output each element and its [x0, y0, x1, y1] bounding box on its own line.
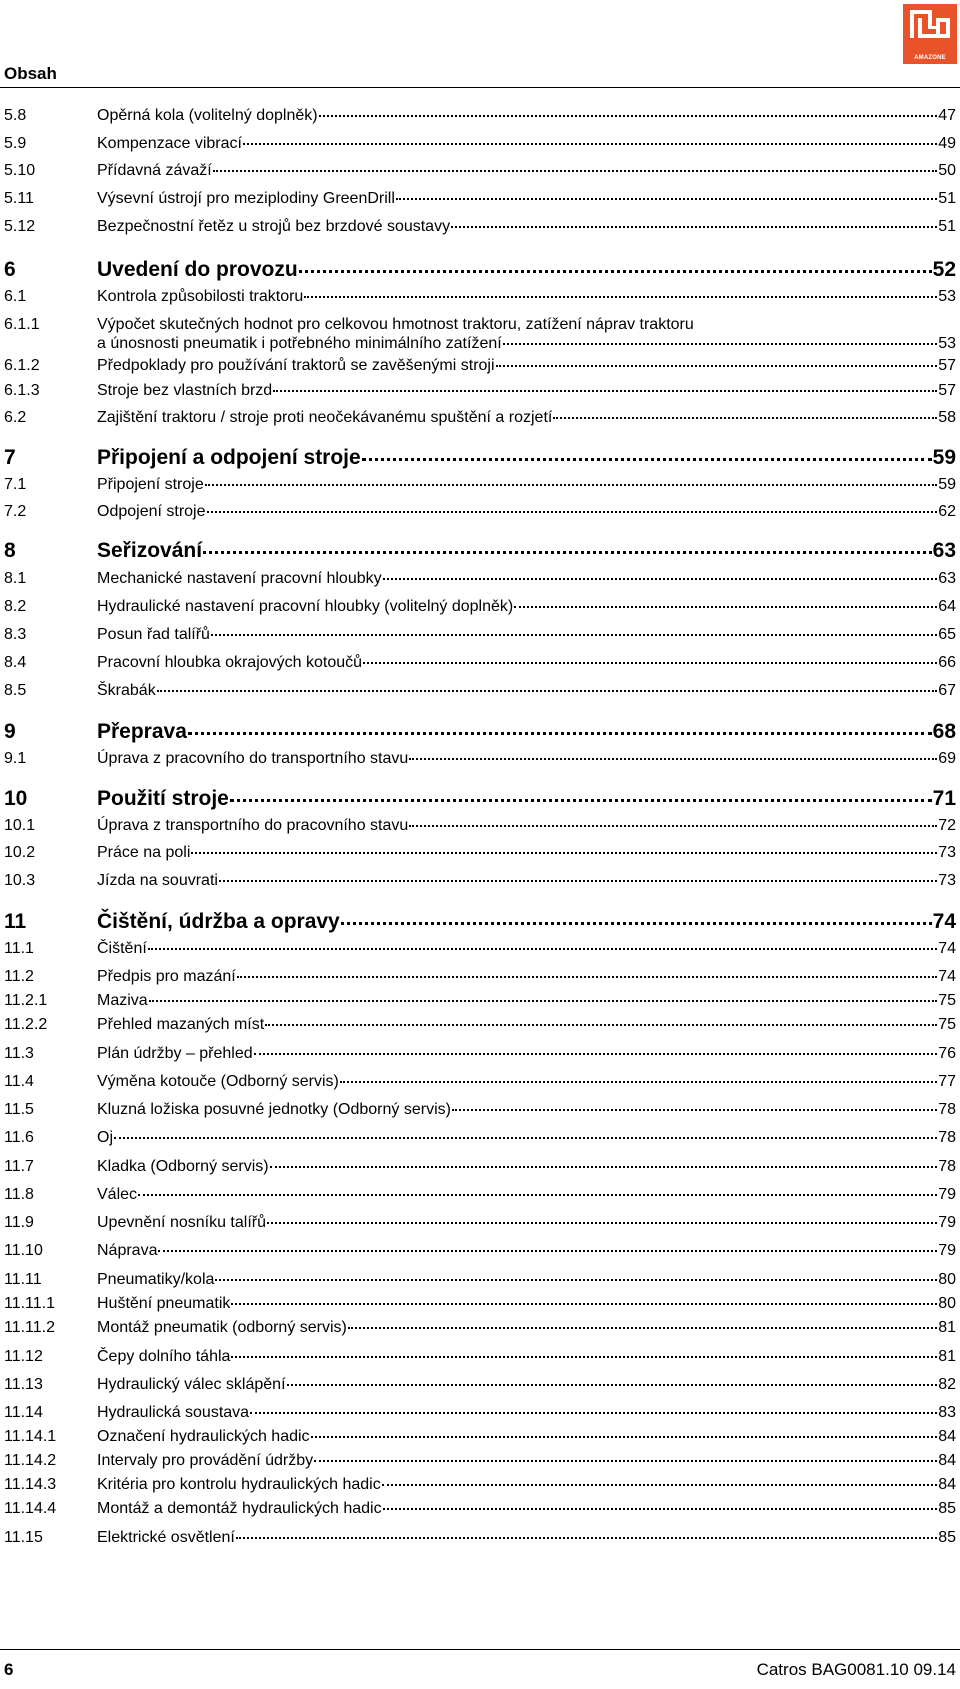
toc-entry[interactable] [4, 967, 956, 986]
toc-entry[interactable] [4, 1100, 956, 1119]
toc-entry-title: Montáž pneumatik (odborný servis) [97, 1319, 347, 1336]
toc-leader-dots [396, 198, 937, 200]
toc-leader-dots [213, 170, 937, 172]
toc-leader-dots [451, 226, 937, 228]
toc-entry-page: 63 [932, 539, 956, 562]
toc-leader-dots [270, 1166, 938, 1168]
toc-entry[interactable] [4, 991, 956, 1010]
toc-entry[interactable] [4, 287, 956, 306]
toc-entry-page: 79 [938, 1186, 956, 1203]
toc-entry-page: 52 [932, 258, 956, 281]
toc-entry-number: 6.1.1 [4, 316, 40, 333]
toc-leader-dots [311, 1436, 938, 1438]
toc-leader-dots [191, 852, 937, 854]
toc-entry[interactable] [4, 843, 956, 862]
toc-entry-number: 11.14.1 [4, 1428, 57, 1445]
toc-entry[interactable] [4, 1270, 956, 1289]
footer-page-number: 6 [4, 1660, 14, 1679]
toc-entry-title: Přehled mazaných míst [97, 1016, 265, 1033]
toc-entry-page: 66 [938, 654, 956, 671]
toc-chapter[interactable] [4, 258, 956, 282]
toc-entry[interactable] [4, 1241, 956, 1260]
toc-entry[interactable] [4, 106, 956, 125]
toc-entry-title-continued: a únosnosti pneumatik i potřebného minimálního zatížení [97, 335, 502, 352]
toc-entry-page: 58 [938, 409, 956, 426]
toc-entry-title: Předpis pro mazání [97, 968, 236, 985]
toc-leader-dots [267, 1222, 937, 1224]
toc-entry-title: Kluzná ložiska posuvné jednotky (Odborný servis) [97, 1101, 451, 1118]
logo-brand-text: AMAZONE [914, 55, 946, 61]
toc-entry-title: Bezpečnostní řetěz u strojů bez brzdové soustavy [97, 218, 451, 235]
toc-entry-number: 6.1 [4, 288, 27, 305]
toc-entry-title: Kompenzace vibrací [97, 135, 242, 152]
toc-entry-number: 11 [4, 910, 27, 933]
toc-entry[interactable] [4, 1185, 956, 1204]
toc-leader-dots [382, 1484, 938, 1486]
toc-entry-page: 84 [938, 1452, 956, 1469]
toc-leader-dots [205, 484, 937, 486]
toc-entry-title: Opěrná kola (volitelný doplněk) [97, 107, 318, 124]
toc-entry-number: 8.2 [4, 598, 27, 615]
toc-entry-number: 11.15 [4, 1529, 43, 1546]
toc-entry-title: Připojení stroje [97, 476, 204, 493]
toc-leader-dots [409, 758, 937, 760]
toc-leader-dots [503, 343, 938, 345]
toc-entry-page: 71 [932, 787, 956, 810]
toc-entry-number: 7 [4, 446, 16, 469]
toc-leader-dots [219, 880, 937, 882]
toc-entry-page: 62 [938, 503, 956, 520]
toc-leader-dots [299, 270, 932, 273]
toc-entry-title: Čištění [97, 940, 147, 957]
toc-leader-dots [514, 606, 937, 608]
toc-leader-dots [348, 1327, 937, 1329]
toc-entry-page: 63 [938, 570, 956, 587]
toc-entry-number: 11.2.2 [4, 1016, 48, 1033]
toc-entry-title: Pracovní hloubka okrajových kotoučů [97, 654, 363, 671]
toc-entry-page: 81 [938, 1319, 956, 1336]
toc-entry[interactable] [4, 1451, 956, 1470]
toc-entry-title: Huštění pneumatik [97, 1295, 231, 1312]
toc-entry-title: Seřizování [97, 539, 203, 562]
toc-leader-dots [363, 662, 937, 664]
toc-entry-page: 64 [938, 598, 956, 615]
toc-leader-dots [250, 1412, 937, 1414]
toc-entry-title: Čepy dolního táhla [97, 1348, 231, 1365]
toc-entry-number: 6.1.2 [4, 357, 40, 374]
toc-entry-page: 78 [938, 1101, 956, 1118]
toc-entry-title: Použití stroje [97, 787, 229, 810]
toc-entry-page: 73 [938, 844, 956, 861]
toc-entry-number: 10 [4, 787, 28, 810]
toc-entry-number: 10.1 [4, 817, 36, 834]
toc-entry-page: 57 [938, 357, 956, 374]
toc-entry-number: 10.3 [4, 872, 36, 889]
toc-leader-dots [207, 511, 938, 513]
toc-entry[interactable] [4, 189, 956, 208]
toc-entry-title: Výpočet skutečných hodnot pro celkovou hmotnost traktoru, zatížení náprav traktoru [97, 316, 694, 333]
toc-entry[interactable] [4, 939, 956, 958]
toc-entry-page: 82 [938, 1376, 956, 1393]
toc-leader-dots [243, 143, 937, 145]
toc-entry-page: 68 [932, 720, 956, 743]
toc-leader-dots [383, 578, 938, 580]
toc-entry-page: 59 [932, 446, 956, 469]
toc-entry-title: Úprava z transportního do pracovního stavu [97, 817, 409, 834]
toc-entry[interactable] [4, 749, 956, 768]
toc-entry[interactable] [4, 1213, 956, 1232]
toc-entry-title: Zajištění traktoru / stroje proti neočekávanému spuštění a rozjetí [97, 409, 553, 426]
toc-entry-page: 85 [938, 1529, 956, 1546]
toc-leader-dots [383, 1508, 938, 1510]
toc-leader-dots [231, 1356, 937, 1358]
footer-divider [0, 1649, 960, 1650]
toc-entry-number: 5.8 [4, 107, 27, 124]
toc-entry[interactable] [4, 1072, 956, 1091]
toc-entry-title: Náprava [97, 1242, 158, 1259]
toc-entry-number: 5.12 [4, 218, 36, 235]
toc-entry-title: Označení hydraulických hadic [97, 1428, 310, 1445]
toc-leader-dots [188, 732, 932, 735]
toc-entry-number: 5.11 [4, 190, 34, 207]
toc-leader-dots [114, 1137, 937, 1139]
toc-entry-number: 8 [4, 539, 16, 562]
toc-entry-title: Práce na poli [97, 844, 191, 861]
toc-entry[interactable] [4, 1499, 956, 1518]
toc-entry-page: 59 [938, 476, 956, 493]
toc-entry-page: 65 [938, 626, 956, 643]
toc-entry-number: 11.2 [4, 968, 34, 985]
toc-entry-number: 7.2 [4, 503, 27, 520]
toc-entry[interactable] [4, 475, 956, 494]
toc-entry-page: 73 [938, 872, 956, 889]
toc-entry-number: 11.14.4 [4, 1500, 57, 1517]
toc-entry-page: 50 [938, 162, 956, 179]
toc-entry-page: 79 [938, 1242, 956, 1259]
toc-entry-title: Kontrola způsobilosti traktoru [97, 288, 304, 305]
toc-entry-number: 10.2 [4, 844, 36, 861]
toc-leader-dots [138, 1194, 937, 1196]
toc-entry[interactable] [4, 1375, 956, 1394]
toc-entry-number: 5.10 [4, 162, 36, 179]
toc-entry-number: 9.1 [4, 750, 27, 767]
toc-entry-title: Hydraulický válec sklápění [97, 1376, 286, 1393]
toc-entry-number: 11.12 [4, 1348, 43, 1365]
toc-entry-number: 11.1 [4, 940, 34, 957]
toc-entry-number: 8.3 [4, 626, 27, 643]
toc-entry[interactable] [4, 408, 956, 427]
toc-entry-title: Kritéria pro kontrolu hydraulických hadic [97, 1476, 381, 1493]
toc-leader-dots [158, 1250, 937, 1252]
toc-entry-page: 75 [938, 1016, 956, 1033]
toc-entry-page: 51 [938, 218, 956, 235]
toc-entry[interactable] [4, 381, 956, 400]
toc-entry-number: 11.11.1 [4, 1295, 56, 1312]
toc-entry[interactable] [4, 1318, 956, 1337]
toc-entry[interactable] [4, 502, 956, 521]
toc-entry[interactable] [4, 653, 956, 672]
toc-entry-number: 11.14.2 [4, 1452, 57, 1469]
toc-leader-dots [319, 115, 938, 117]
toc-entry-page: 80 [938, 1271, 956, 1288]
toc-entry-page: 51 [938, 190, 956, 207]
footer-document-id: Catros BAG0081.10 09.14 [756, 1660, 956, 1679]
toc-entry[interactable] [4, 871, 956, 890]
toc-entry[interactable] [4, 816, 956, 835]
toc-leader-dots [314, 1460, 937, 1462]
toc-entry-number: 6 [4, 258, 16, 281]
toc-chapter[interactable] [4, 720, 956, 744]
toc-entry-page: 85 [938, 1500, 956, 1517]
toc-entry-title: Montáž a demontáž hydraulických hadic [97, 1500, 382, 1517]
toc-entry-title: Plán údržby – přehled [97, 1045, 253, 1062]
toc-chapter[interactable] [4, 787, 956, 811]
toc-entry-title: Oj [97, 1129, 113, 1146]
toc-entry-number: 7.1 [4, 476, 27, 493]
toc-entry-page: 74 [938, 940, 956, 957]
toc-entry-title: Odpojení stroje [97, 503, 206, 520]
toc-entry-title: Mechanické nastavení pracovní hloubky [97, 570, 382, 587]
toc-leader-dots [362, 458, 932, 461]
toc-leader-dots [452, 1109, 937, 1111]
toc-entry-page: 53 [938, 335, 956, 352]
toc-entry-page: 84 [938, 1476, 956, 1493]
toc-leader-dots [149, 1000, 938, 1002]
toc-entry-title: Úprava z pracovního do transportního stavu [97, 750, 409, 767]
toc-entry-number: 11.8 [4, 1186, 34, 1203]
toc-entry[interactable] [4, 681, 956, 700]
toc-entry-number: 11.11.2 [4, 1319, 56, 1336]
toc-entry-number: 9 [4, 720, 16, 743]
logo-emblem-icon [903, 4, 957, 54]
toc-leader-dots [341, 922, 932, 925]
toc-entry-page: 49 [938, 135, 956, 152]
toc-entry-page: 79 [938, 1214, 956, 1231]
toc-entry-number: 11.3 [4, 1045, 34, 1062]
amazone-logo [903, 4, 957, 64]
toc-entry-title: Hydraulické nastavení pracovní hloubky (volitelný doplněk) [97, 598, 514, 615]
toc-leader-dots [230, 799, 932, 802]
toc-leader-dots [237, 976, 937, 978]
toc-chapter[interactable] [4, 539, 956, 563]
toc-entry-page: 47 [938, 107, 956, 124]
toc-leader-dots [553, 417, 937, 419]
toc-entry-page: 81 [938, 1348, 956, 1365]
toc-entry-title: Jízda na souvrati [97, 872, 218, 889]
toc-entry-title: Kladka (Odborný servis) [97, 1158, 269, 1175]
toc-entry-page: 84 [938, 1428, 956, 1445]
toc-leader-dots [157, 690, 938, 692]
toc-entry-title: Pneumatiky/kola [97, 1271, 215, 1288]
toc-leader-dots [273, 390, 937, 392]
toc-entry-title: Výměna kotouče (Odborný servis) [97, 1073, 339, 1090]
toc-entry-number: 11.13 [4, 1376, 43, 1393]
toc-entry[interactable] [4, 217, 956, 236]
toc-entry[interactable] [4, 356, 956, 375]
toc-entry-number: 5.9 [4, 135, 27, 152]
toc-entry[interactable] [4, 1528, 956, 1547]
toc-entry-number: 8.1 [4, 570, 27, 587]
toc-entry[interactable] [4, 315, 956, 353]
toc-entry-number: 11.5 [4, 1101, 34, 1118]
toc-leader-dots [265, 1024, 937, 1026]
toc-leader-dots [287, 1384, 938, 1386]
toc-entry-page: 69 [938, 750, 956, 767]
toc-entry[interactable] [4, 1403, 956, 1422]
toc-entry[interactable] [4, 1294, 956, 1313]
toc-entry-page: 83 [938, 1404, 956, 1421]
toc-entry-number: 11.9 [4, 1214, 34, 1231]
toc-entry-number: 11.10 [4, 1242, 43, 1259]
toc-entry[interactable] [4, 1044, 956, 1063]
toc-entry[interactable] [4, 1015, 956, 1034]
toc-leader-dots [215, 1279, 937, 1281]
toc-entry-title: Maziva [97, 992, 148, 1009]
toc-entry-number: 11.6 [4, 1129, 34, 1146]
toc-entry-title: Stroje bez vlastních brzd [97, 382, 273, 399]
toc-entry[interactable] [4, 625, 956, 644]
toc-entry-page: 67 [938, 682, 956, 699]
toc-entry-title: Posun řad talířů [97, 626, 210, 643]
toc-leader-dots [211, 634, 937, 636]
toc-entry-title: Připojení a odpojení stroje [97, 446, 361, 469]
toc-entry-number: 11.14 [4, 1404, 43, 1421]
toc-entry[interactable] [4, 569, 956, 588]
toc-leader-dots [203, 551, 932, 554]
toc-chapter[interactable] [4, 910, 956, 934]
toc-entry-page: 75 [938, 992, 956, 1009]
toc-leader-dots [231, 1303, 937, 1305]
toc-entry-title: Intervaly pro provádění údržby [97, 1452, 314, 1469]
toc-entry[interactable] [4, 1128, 956, 1147]
toc-entry-page: 74 [932, 910, 956, 933]
toc-entry-page: 53 [938, 288, 956, 305]
toc-entry-number: 11.2.1 [4, 992, 48, 1009]
toc-chapter[interactable] [4, 446, 956, 470]
toc-leader-dots [409, 825, 937, 827]
toc-entry-title: Přídavná závaží [97, 162, 212, 179]
toc-entry-number: 11.14.3 [4, 1476, 57, 1493]
toc-entry[interactable] [4, 134, 956, 153]
toc-entry-page: 57 [938, 382, 956, 399]
toc-entry-page: 76 [938, 1045, 956, 1062]
toc-entry-page: 74 [938, 968, 956, 985]
toc-entry-number: 8.5 [4, 682, 27, 699]
toc-entry-number: 11.11 [4, 1271, 42, 1288]
toc-entry[interactable] [4, 597, 956, 616]
toc-entry-title: Čištění, údržba a opravy [97, 910, 340, 933]
toc-entry-page: 72 [938, 817, 956, 834]
toc-entry-page: 78 [938, 1158, 956, 1175]
page-title: Obsah [4, 64, 57, 83]
toc-leader-dots [236, 1537, 937, 1539]
toc-leader-dots [148, 948, 937, 950]
header-divider [0, 87, 960, 88]
toc-entry-title: Elektrické osvětlení [97, 1529, 235, 1546]
toc-entry-title: Válec [97, 1186, 138, 1203]
toc-entry-number: 8.4 [4, 654, 27, 671]
toc-leader-dots [340, 1081, 937, 1083]
toc-entry-title: Předpoklady pro používání traktorů se zavěšenými stroji [97, 357, 495, 374]
toc-entry[interactable] [4, 161, 956, 180]
toc-leader-dots [496, 365, 938, 367]
toc-entry-number: 6.2 [4, 409, 27, 426]
toc-entry[interactable] [4, 1475, 956, 1494]
toc-entry[interactable] [4, 1427, 956, 1446]
toc-entry-title: Přeprava [97, 720, 187, 743]
toc-entry-page: 80 [938, 1295, 956, 1312]
toc-entry-title: Hydraulická soustava [97, 1404, 250, 1421]
toc-entry-page: 77 [938, 1073, 956, 1090]
toc-entry-number: 11.4 [4, 1073, 34, 1090]
toc-entry-title: Škrabák [97, 682, 156, 699]
toc-entry-number: 6.1.3 [4, 382, 40, 399]
toc-leader-dots [304, 296, 937, 298]
toc-entry[interactable] [4, 1157, 956, 1176]
toc-entry-page: 78 [938, 1129, 956, 1146]
toc-entry-title: Upevnění nosníku talířů [97, 1214, 266, 1231]
toc-leader-dots [254, 1053, 938, 1055]
toc-entry[interactable] [4, 1347, 956, 1366]
toc-entry-title: Výsevní ústrojí pro meziplodiny GreenDrill [97, 190, 395, 207]
toc-entry-title: Uvedení do provozu [97, 258, 298, 281]
toc-entry-number: 11.7 [4, 1158, 34, 1175]
